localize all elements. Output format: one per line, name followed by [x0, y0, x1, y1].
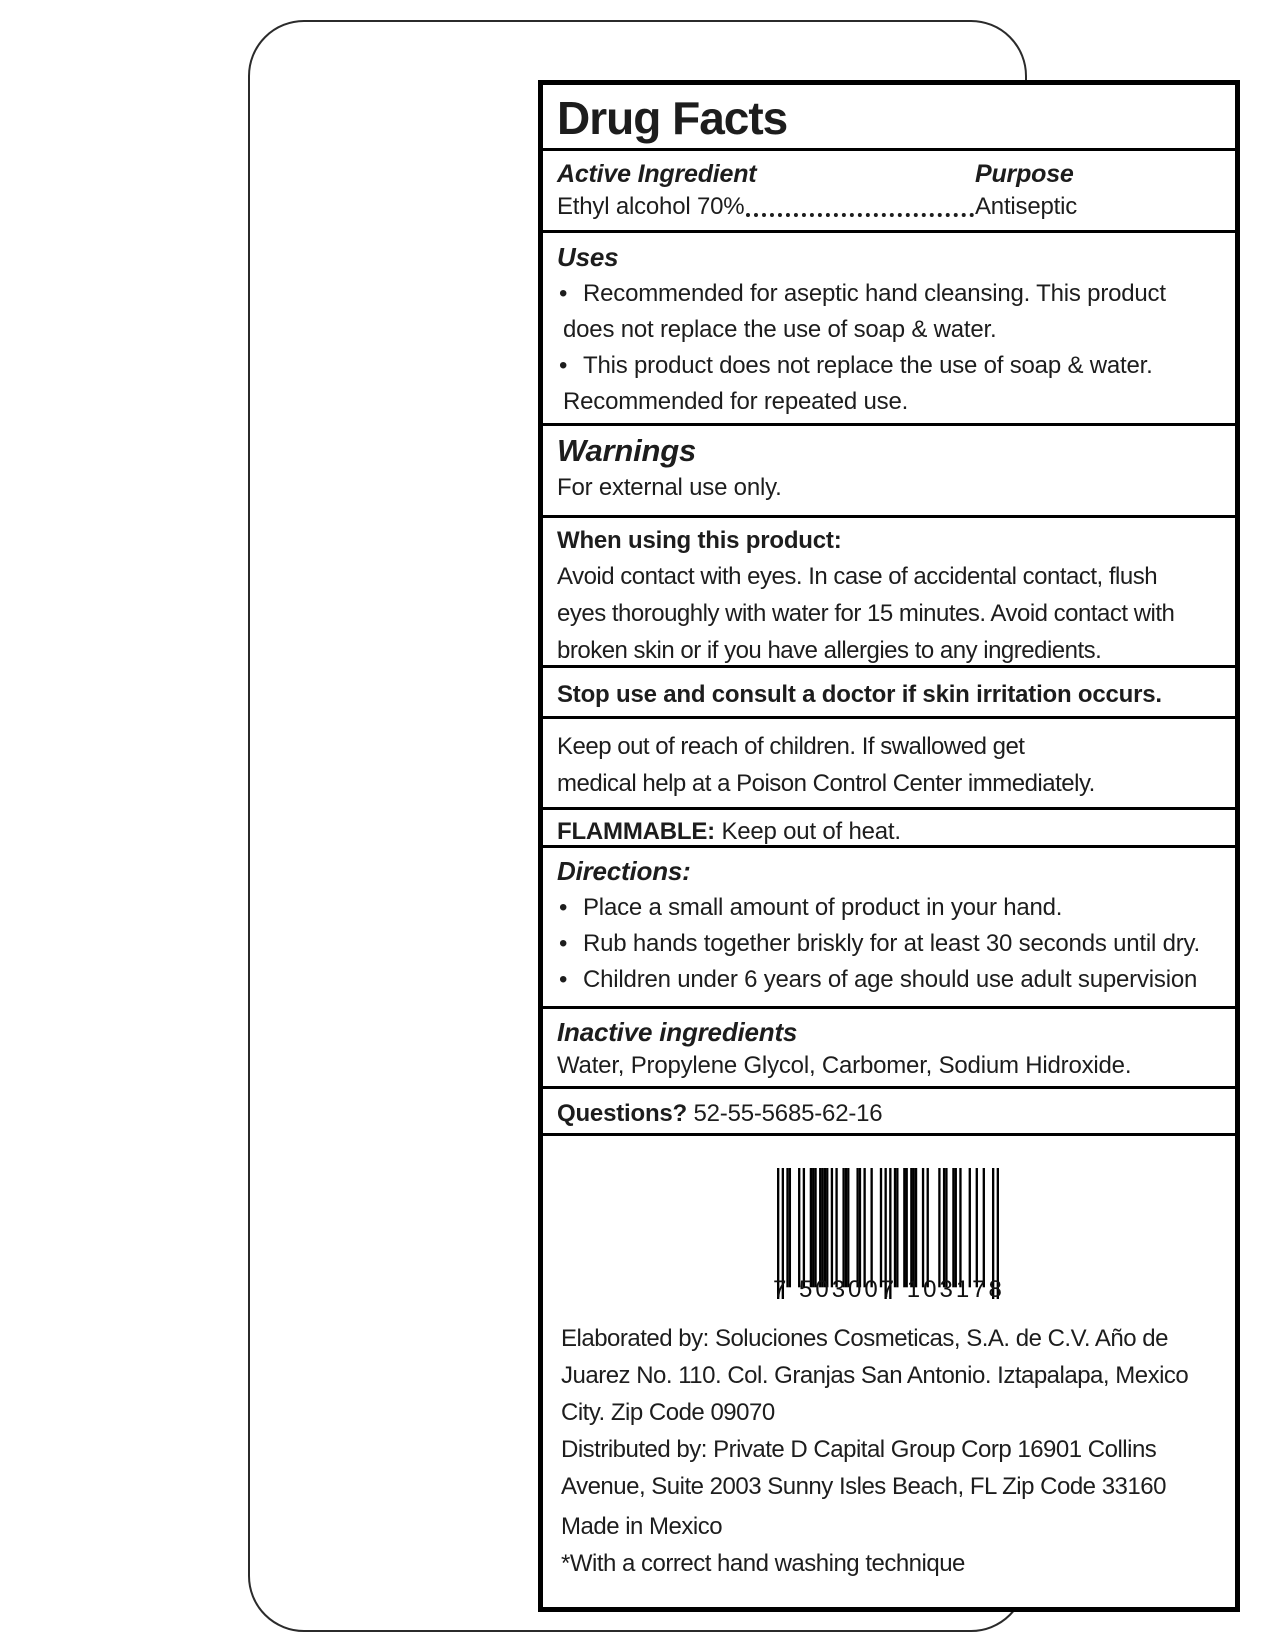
keep-out-line-2: medical help at a Poison Control Center immediately. — [557, 770, 1095, 797]
section-title — [543, 85, 1235, 148]
section-keep-out-of-reach — [543, 716, 1235, 807]
section-uses — [543, 230, 1235, 423]
when-using-line-2: eyes thoroughly with water for 15 minutes. Avoid contact with — [557, 600, 1175, 627]
directions-bullet-list — [557, 890, 1219, 998]
section-flammable — [543, 807, 1235, 845]
list-item: • Rub hands together briskly for at least 30 seconds until dry. — [557, 926, 1219, 962]
section-questions — [543, 1086, 1235, 1133]
warnings-heading: Warnings — [557, 433, 697, 468]
purpose-value: Antiseptic — [975, 193, 1078, 220]
flammable-heading: FLAMMABLE: — [557, 818, 715, 845]
uses-bullet-list — [557, 276, 1219, 420]
stop-use-text: Stop use and consult a doctor if skin irritation occurs. — [557, 681, 1162, 708]
page-title: Drug Facts — [557, 92, 788, 144]
inactive-text: Water, Propylene Glycol, Carbomer, Sodium Hidroxide. — [557, 1052, 1132, 1079]
section-directions — [543, 845, 1235, 1006]
elaborated-line-1: Elaborated by: Soluciones Cosmeticas, S.A. de C.V. Año de — [561, 1325, 1168, 1352]
barcode-digits: 7 503007 103178 — [773, 1276, 1005, 1303]
label-outline — [248, 20, 1201, 1632]
section-inactive-ingredients — [543, 1006, 1235, 1086]
section-warnings — [543, 423, 1235, 515]
questions-phone: 52-55-5685-62-16 — [693, 1100, 883, 1127]
distributed-line-1: Distributed by: Private D Capital Group Corp 16901 Collins — [561, 1436, 1157, 1463]
purpose-heading: Purpose — [975, 160, 1074, 188]
list-item — [557, 276, 1219, 348]
directions-heading: Directions: — [557, 856, 691, 886]
elaborated-line-3: City. Zip Code 09070 — [561, 1399, 775, 1426]
dot-leader — [746, 213, 974, 217]
footnote-text: *With a correct hand washing technique — [561, 1550, 965, 1577]
inactive-heading: Inactive ingredients — [557, 1017, 798, 1047]
warnings-text: For external use only. — [557, 474, 782, 501]
when-using-heading: When using this product: — [557, 527, 842, 554]
drug-facts-box — [538, 80, 1240, 1612]
distributed-line-2: Avenue, Suite 2003 Sunny Isles Beach, FL Zip Code 33160 — [561, 1473, 1166, 1500]
active-ingredient-name: Ethyl alcohol 70% — [557, 193, 745, 220]
elaborated-line-2: Juarez No. 110. Col. Granjas San Antonio. Iztapalapa, Mexico — [561, 1362, 1189, 1389]
section-stop-use — [543, 665, 1235, 716]
questions-heading: Questions? — [557, 1100, 688, 1127]
section-when-using — [543, 515, 1235, 665]
uses-bullet-2-line-1: • This product does not replace the use of soap & water. — [583, 352, 1153, 379]
list-item: • Place a small amount of product in your hand. — [557, 890, 1219, 926]
made-in-text: Made in Mexico — [561, 1513, 723, 1540]
footer-text-block — [557, 1320, 1219, 1582]
uses-bullet-1-line-1: • Recommended for aseptic hand cleansing. This product — [583, 280, 1166, 307]
keep-out-line-1: Keep out of reach of children. If swallowed get — [557, 733, 1025, 760]
flammable-text: Keep out of heat. — [721, 818, 901, 845]
list-item: • Children under 6 years of age should use adult supervision — [557, 962, 1219, 998]
when-using-line-1: Avoid contact with eyes. In case of accidental contact, flush — [557, 563, 1158, 590]
section-active-ingredient — [543, 148, 1235, 230]
list-item — [557, 348, 1219, 420]
active-ingredient-heading: Active Ingredient — [557, 160, 757, 188]
when-using-line-3: broken skin or if you have allergies to any ingredients. — [557, 637, 1102, 664]
section-barcode-footer — [543, 1133, 1235, 1605]
barcode-block — [773, 1168, 1003, 1304]
uses-heading: Uses — [557, 242, 619, 272]
uses-bullet-2-line-2: Recommended for repeated use. — [563, 388, 909, 415]
uses-bullet-1-line-2: does not replace the use of soap & water. — [563, 316, 997, 343]
